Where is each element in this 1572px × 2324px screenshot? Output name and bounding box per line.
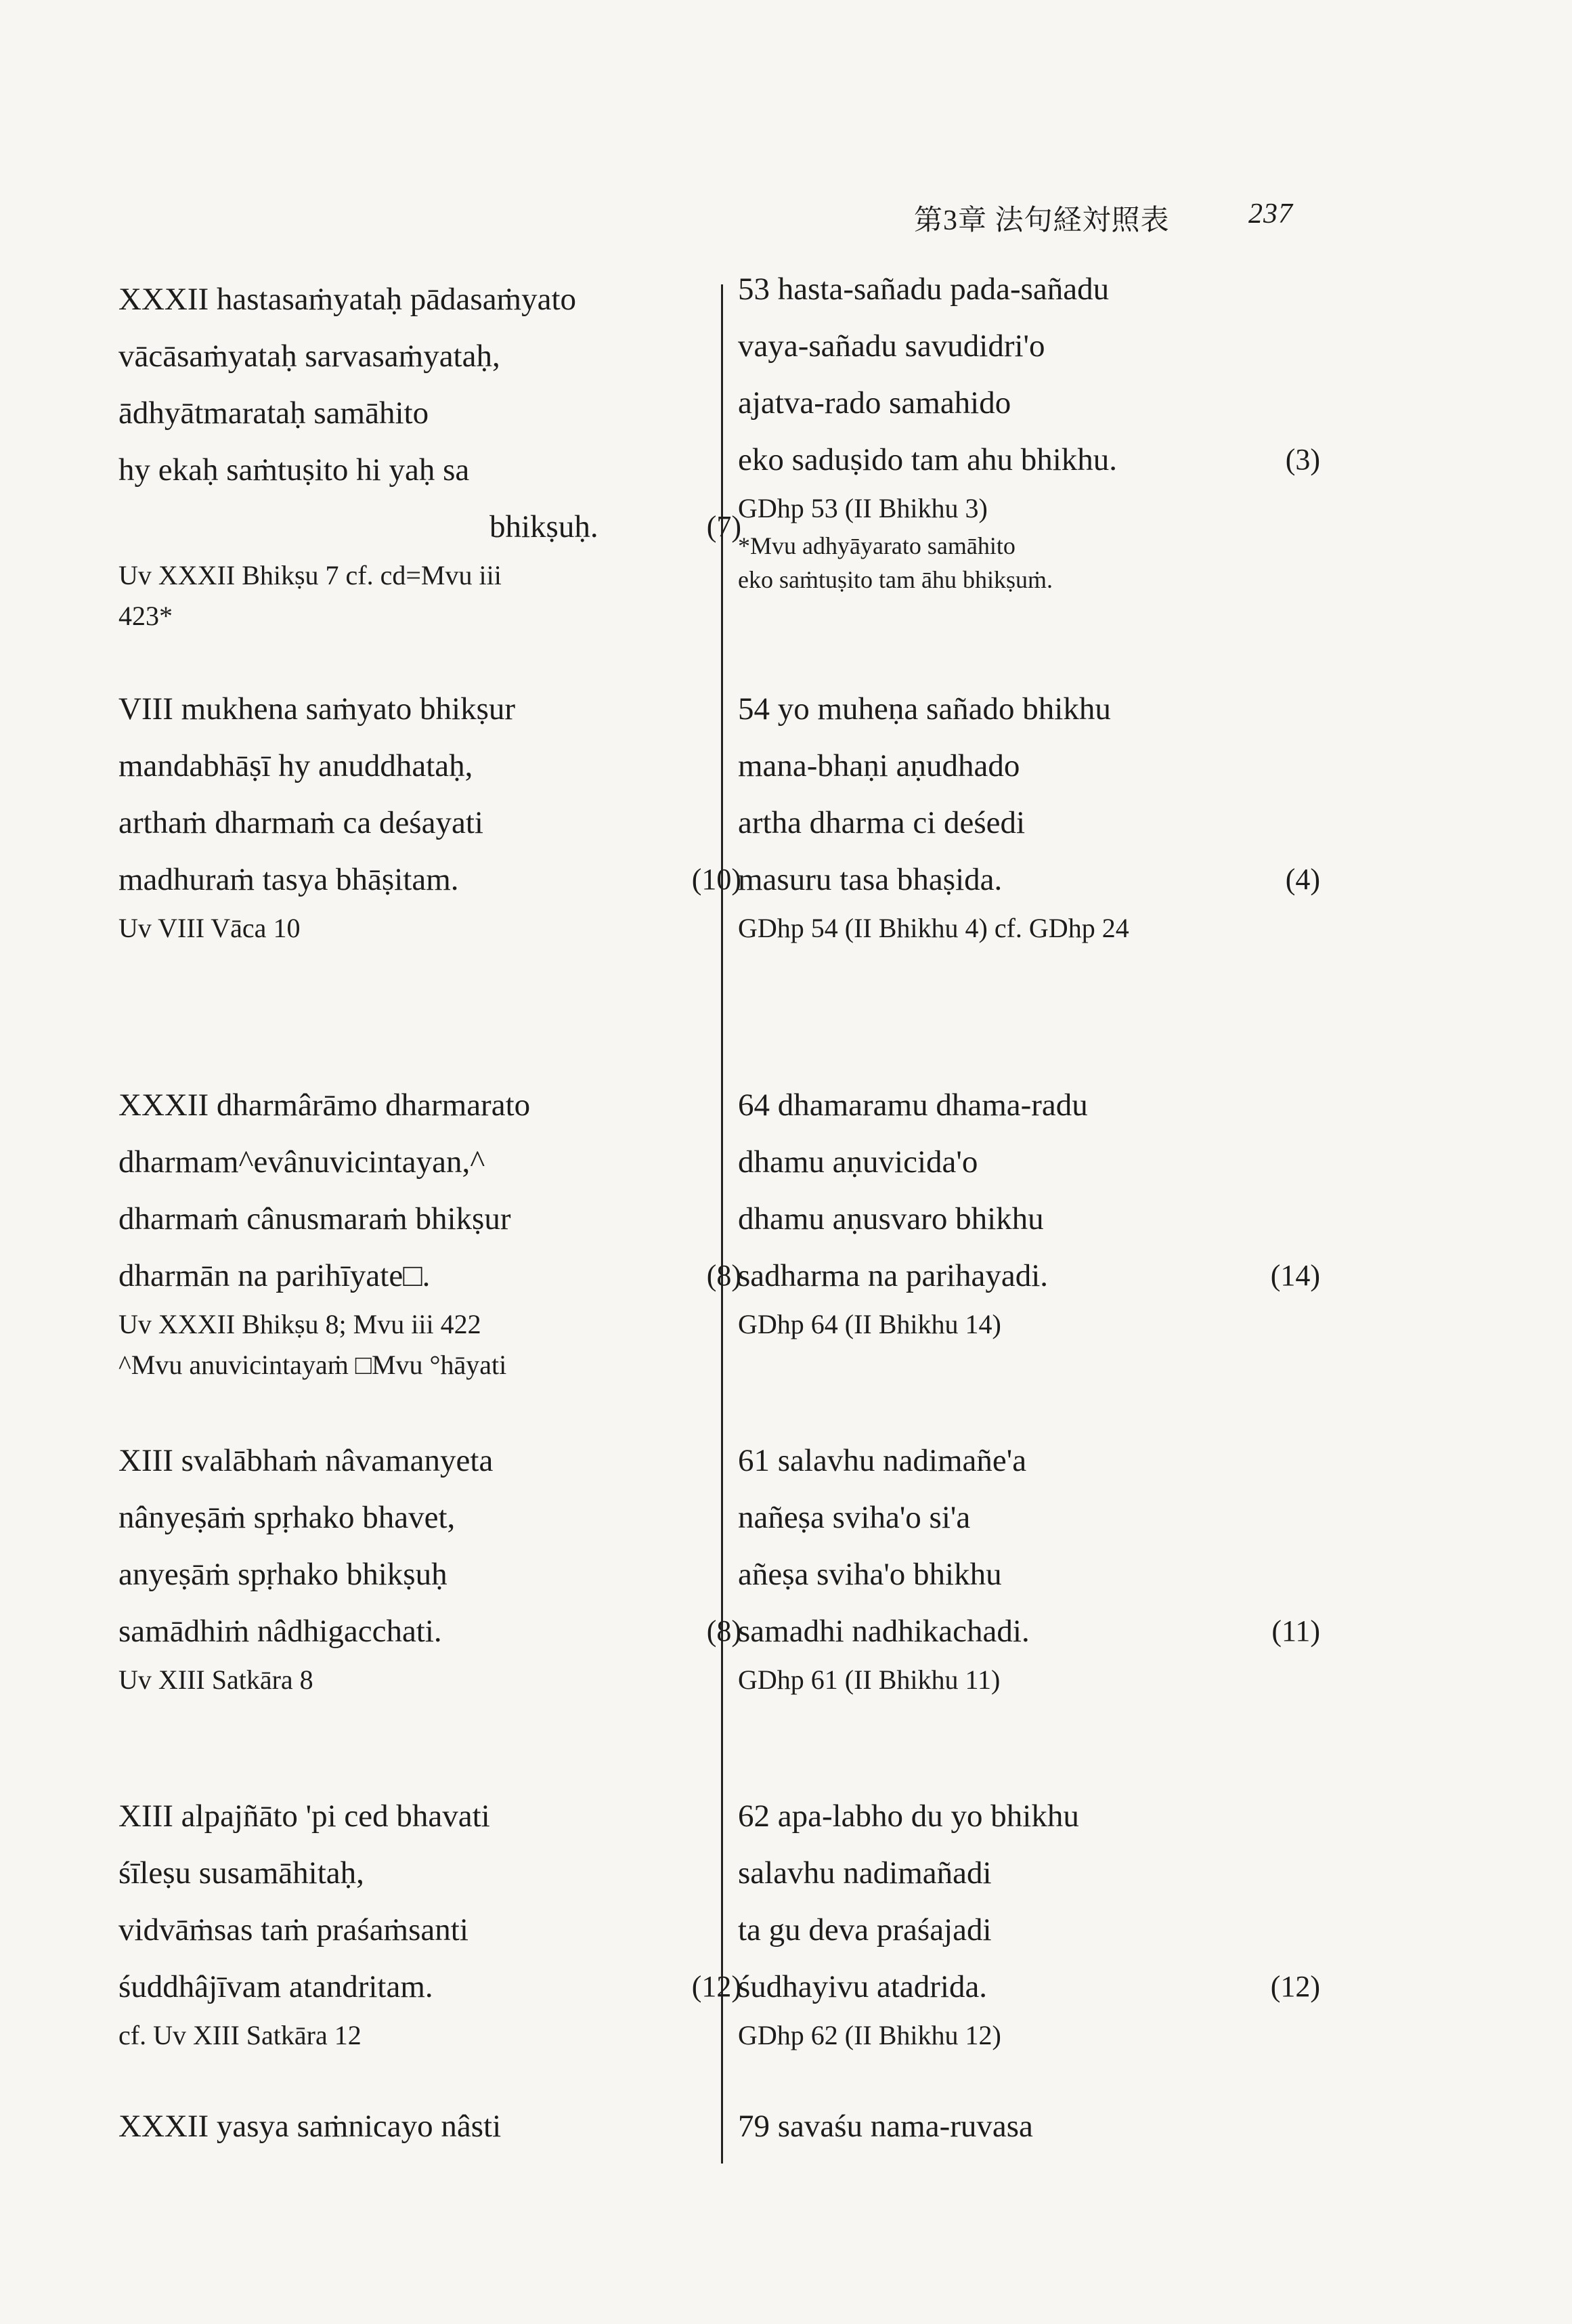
verse-block	[118, 1788, 741, 2056]
reference: GDhp 64 (II Bhikhu 14)	[738, 1309, 1001, 1339]
verse-line: eko saduṣido tam ahu bhikhu.	[738, 442, 1118, 477]
verse-block	[738, 1077, 1320, 1345]
verse	[118, 1788, 741, 2015]
verse-block	[738, 1788, 1320, 2056]
verse-line-wrap	[118, 851, 741, 908]
verse-number: (12)	[691, 1970, 741, 2003]
verse-line-wrap	[118, 1603, 741, 1660]
verse-line: mana-bhaṇi aṇudhado	[738, 748, 1020, 783]
verse-line: anyeṣāṁ spṛhako bhikṣuḥ	[118, 1557, 447, 1592]
verse-line: vaya-sañadu savudidri'o	[738, 328, 1045, 364]
verse-line: ādhyātmarataḥ samāhito	[118, 395, 429, 431]
verse-line-wrap	[738, 851, 1320, 908]
reference: GDhp 53 (II Bhikhu 3)	[738, 493, 988, 523]
verse-line: salavhu nadimañadi	[738, 1855, 992, 1891]
reference: Uv XXXII Bhikṣu 8; Mvu iii 422	[118, 1309, 481, 1339]
verse-line: XXXII hastasaṁyataḥ pādasaṁyato	[118, 282, 577, 317]
verse-block	[118, 1432, 741, 1700]
reference: GDhp 54 (II Bhikhu 4) cf. GDhp 24	[738, 913, 1129, 943]
reference: 423*	[118, 601, 173, 631]
verse	[738, 2098, 1320, 2155]
reference: Uv XIII Satkāra 8	[118, 1664, 313, 1695]
verse-line: samādhiṁ nâdhigacchati.	[118, 1614, 442, 1649]
reference: GDhp 62 (II Bhikhu 12)	[738, 2020, 1001, 2050]
verse-line: sadharma na parihayadi.	[738, 1258, 1049, 1293]
verse-line: dharmān na parihīyate□.	[118, 1258, 431, 1293]
verse-line: 64 dhamaramu dhama-radu	[738, 1088, 1088, 1123]
verse-block	[118, 271, 741, 637]
verse	[118, 1432, 741, 1660]
verse-number: (3)	[1285, 443, 1320, 476]
verse-line: bhikṣuḥ.	[489, 509, 598, 544]
verse-line: nânyeṣāṁ spṛhako bhavet,	[118, 1500, 456, 1535]
verse-line: nañeṣa sviha'o si'a	[738, 1500, 971, 1535]
verse-line-wrap	[738, 1603, 1320, 1660]
footnote: eko saṁtuṣito tam āhu bhikṣuṁ.	[738, 566, 1053, 593]
verse-block	[118, 2098, 741, 2155]
verse-line: arthaṁ dharmaṁ ca deśayati	[118, 805, 483, 840]
verse-line: XXXII yasya saṁnicayo nâsti	[118, 2109, 502, 2144]
verse-block	[118, 1077, 741, 1385]
verse-line-wrap	[738, 1247, 1320, 1304]
verse-line-wrap	[118, 498, 741, 555]
verse	[738, 1077, 1320, 1304]
verse-line: 54 yo muheṇa sañado bhikhu	[738, 691, 1111, 727]
verse-number: (11)	[1271, 1614, 1320, 1648]
reference: GDhp 61 (II Bhikhu 11)	[738, 1664, 1001, 1695]
reference: cf. Uv XIII Satkāra 12	[118, 2020, 362, 2050]
verse-number: (12)	[1270, 1970, 1320, 2003]
verse-line: dhamu aṇusvaro bhikhu	[738, 1201, 1044, 1236]
verse-line: 62 apa-labho du yo bhikhu	[738, 1799, 1079, 1834]
verse-line: artha dharma ci deśedi	[738, 805, 1026, 840]
verse-line: madhuraṁ tasya bhāṣitam.	[118, 862, 459, 897]
verse-number: (4)	[1285, 863, 1320, 896]
verse-line: añeṣa sviha'o bhikhu	[738, 1557, 1002, 1592]
verse-line: XIII svalābhaṁ nâvamanyeta	[118, 1443, 494, 1478]
reference: ^Mvu anuvicintayaṁ □Mvu °hāyati	[118, 1350, 507, 1380]
verse-number: (10)	[691, 863, 741, 896]
verse	[118, 1077, 741, 1304]
reference: Uv VIII Vāca 10	[118, 913, 301, 943]
verse-number: (8)	[706, 1259, 741, 1292]
verse-line: 79 savaśu nama-ruvasa	[738, 2109, 1033, 2144]
verse	[738, 681, 1320, 908]
verse-block	[738, 261, 1320, 597]
verse	[738, 1432, 1320, 1660]
verse-line: śuddhâjīvam atandritam.	[118, 1969, 433, 2004]
footnote: *Mvu adhyāyarato samāhito	[738, 532, 1016, 559]
verse-line: dharmam^evânuvicintayan,^	[118, 1144, 485, 1180]
verse-line: dharmaṁ cânusmaraṁ bhikṣur	[118, 1201, 511, 1236]
verse	[118, 2098, 741, 2155]
verse-block	[738, 681, 1320, 949]
verse-line: dhamu aṇuvicida'o	[738, 1144, 978, 1180]
verse-line: vidvāṁsas taṁ praśaṁsanti	[118, 1912, 468, 1948]
verse-line: XIII alpajñāto 'pi ced bhavati	[118, 1799, 490, 1834]
verse-line: 61 salavhu nadimañe'a	[738, 1443, 1027, 1478]
verse-line: masuru tasa bhaṣida.	[738, 862, 1003, 897]
verse-block	[738, 2098, 1320, 2155]
page-number: 237	[1248, 198, 1293, 230]
verse-line: hy ekaḥ saṁtuṣito hi yaḥ sa	[118, 452, 470, 488]
verse	[738, 261, 1320, 488]
verse-block	[738, 1432, 1320, 1700]
verse-line: ta gu deva praśajadi	[738, 1912, 992, 1948]
verse-line-wrap	[738, 1958, 1320, 2015]
verse-line: XXXII dharmârāmo dharmarato	[118, 1088, 531, 1123]
verse-line: 53 hasta-sañadu pada-sañadu	[738, 272, 1110, 307]
verse	[118, 271, 741, 555]
reference: Uv XXXII Bhikṣu 7 cf. cd=Mvu iii	[118, 560, 502, 590]
verse-line: ajatva-rado samahido	[738, 385, 1011, 421]
verse-line: śudhayivu atadrida.	[738, 1969, 988, 2004]
chapter-title: 第3章 法句経対照表	[914, 205, 1170, 236]
verse-line: vācāsaṁyataḥ sarvasaṁyataḥ,	[118, 339, 500, 374]
verse-number: (7)	[706, 510, 741, 543]
verse	[738, 1788, 1320, 2015]
verse-line: samadhi nadhikachadi.	[738, 1614, 1030, 1649]
verse-line: VIII mukhena saṁyato bhikṣur	[118, 691, 516, 727]
verse	[118, 681, 741, 908]
verse-line: mandabhāṣī hy anuddhataḥ,	[118, 748, 473, 783]
verse-line: śīleṣu susamāhitaḥ,	[118, 1855, 364, 1891]
verse-number: (14)	[1270, 1259, 1320, 1292]
verse-line-wrap	[738, 431, 1320, 488]
verse-line-wrap	[118, 1958, 741, 2015]
verse-number: (8)	[706, 1614, 741, 1648]
verse-block	[118, 681, 741, 949]
verse-line-wrap	[118, 1247, 741, 1304]
